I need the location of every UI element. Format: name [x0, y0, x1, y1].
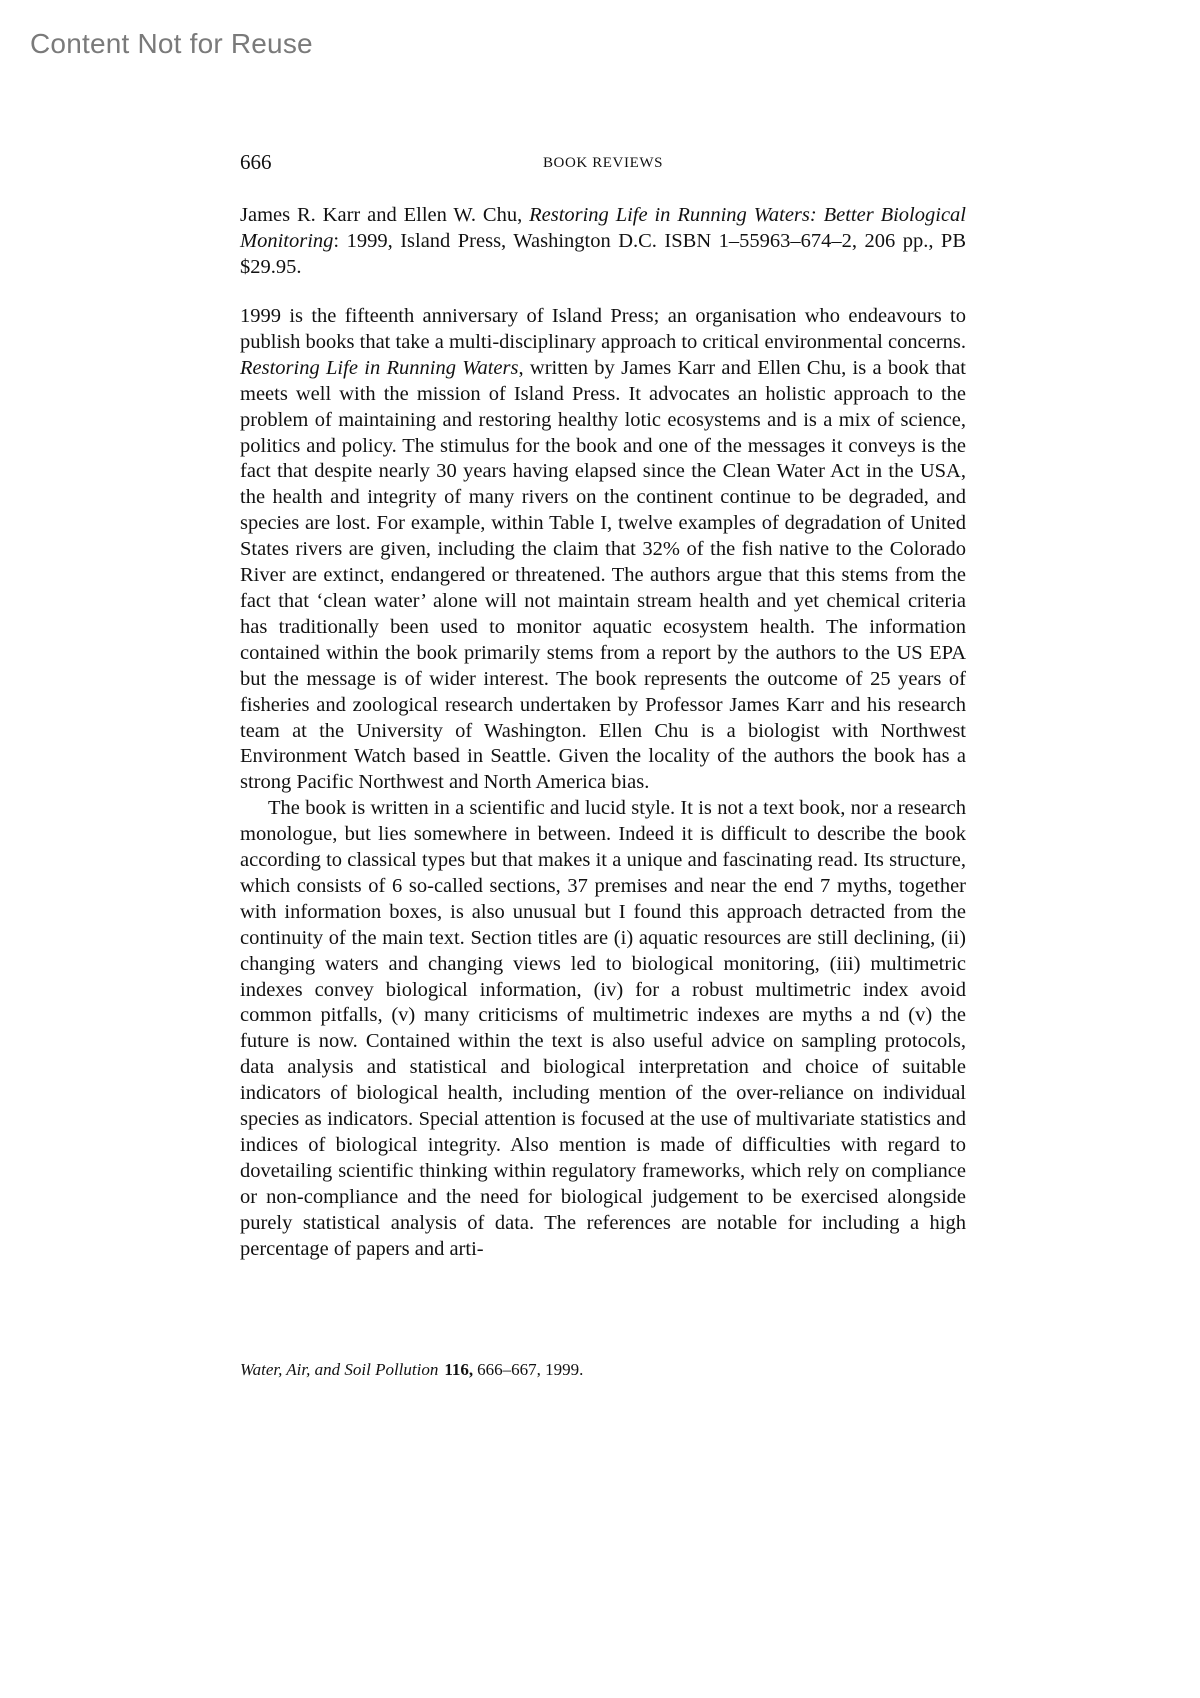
- journal-footer: [240, 1360, 583, 1380]
- paragraph-1-text-b: , written by James Karr and Ellen Chu, is a book that meets well with the mission of Island Press. It advocates an holistic approach to the problem of maintaining and restoring healthy lotic ecosystems and is a mix of science, politics and policy. The stimulus for the book and one of the messages it conveys is the fact that despite nearly 30 years having elapsed since the Clean Water Act in the USA, the health and integrity of many rivers on the continent continue to be degraded, and species are lost. For example, within Table I, twelve examples of degradation of United States rivers are given, including the claim that 32% of the fish native to the Colorado River are extinct, endangered or threatened. The authors argue that this stems from the fact that ‘clean water’ alone will not maintain stream health and yet chemical criteria has traditionally been used to monitor aquatic ecosystem health. The information contained within the book primarily stems from a report by the authors to the US EPA but the message is of wider interest. The book represents the outcome of 25 years of fisheries and zoological research undertaken by Professor James Karr and his research team at the University of Washington. Ellen Chu is a biologist with Northwest Environment Watch based in Seattle. Given the locality of the authors the book has a strong Pacific Northwest and North America bias.: [240, 356, 966, 794]
- citation-book-title: Restoring Life in Running Waters: Better Biological Monitoring: [240, 204, 966, 252]
- journal-name: Water, Air, and Soil Pollution: [240, 1360, 439, 1379]
- journal-pages: 666–667, 1999.: [477, 1360, 584, 1379]
- page-number: 666: [240, 150, 272, 174]
- running-head: [240, 148, 966, 178]
- citation-authors: James R. Karr and Ellen W. Chu,: [240, 204, 530, 226]
- citation-details: : 1999, Island Press, Washington D.C. ISBN 1–55963–674–2, 206 pp., PB $29.95.: [240, 230, 966, 278]
- section-title: BOOK REVIEWS: [542, 155, 664, 171]
- paragraph-1-book-title: Restoring Life in Running Waters: [240, 356, 519, 379]
- review-paragraph-1: [240, 304, 966, 796]
- review-paragraph-2: The book is written in a scientific and lucid style. It is not a text book, nor a research monologue, but lies somewhere in between. Indeed it is difficult to describe the book according to classical types but that makes it a unique and fascinating read. Its structure, which consists of 6 so-called sections, 37 premises and near the end 7 myths, together with information boxes, is also unusual but I found this approach detracted from the continuity of the main text. Section titles are (i) aquatic resources are still declining, (ii) changing waters and changing views led to biological monitoring, (iii) multimetric indexes convey biological information, (iv) for a robust multimetric index avoid common pitfalls, (v) many criticisms of multimetric indexes are myths a nd (v) the future is now. Contained within the text is also useful advice on sampling protocols, data analysis and statistical and biological interpretation and choice of suitable indicators of biological health, including mention of the over-reliance on individual species as indicators. Special attention is focused at the use of multivariate statistics and indices of biological integrity. Also mention is made of difficulties with regard to dovetailing scientific thinking within regulatory frameworks, which rely on compliance or non-compliance and the need for biological judgement to be exercised alongside purely statistical analysis of data. The references are notable for including a high percentage of papers and arti-: [240, 797, 966, 1260]
- page-content: [240, 148, 966, 1263]
- paragraph-1-text-a: 1999 is the fifteenth anniversary of Island Press; an organisation who endeavours to publish books that take a multi-disciplinary approach to critical environmental concerns.: [240, 305, 966, 353]
- watermark: Content Not for Reuse: [30, 28, 313, 59]
- book-citation: [240, 202, 966, 280]
- journal-volume: 116,: [444, 1360, 474, 1379]
